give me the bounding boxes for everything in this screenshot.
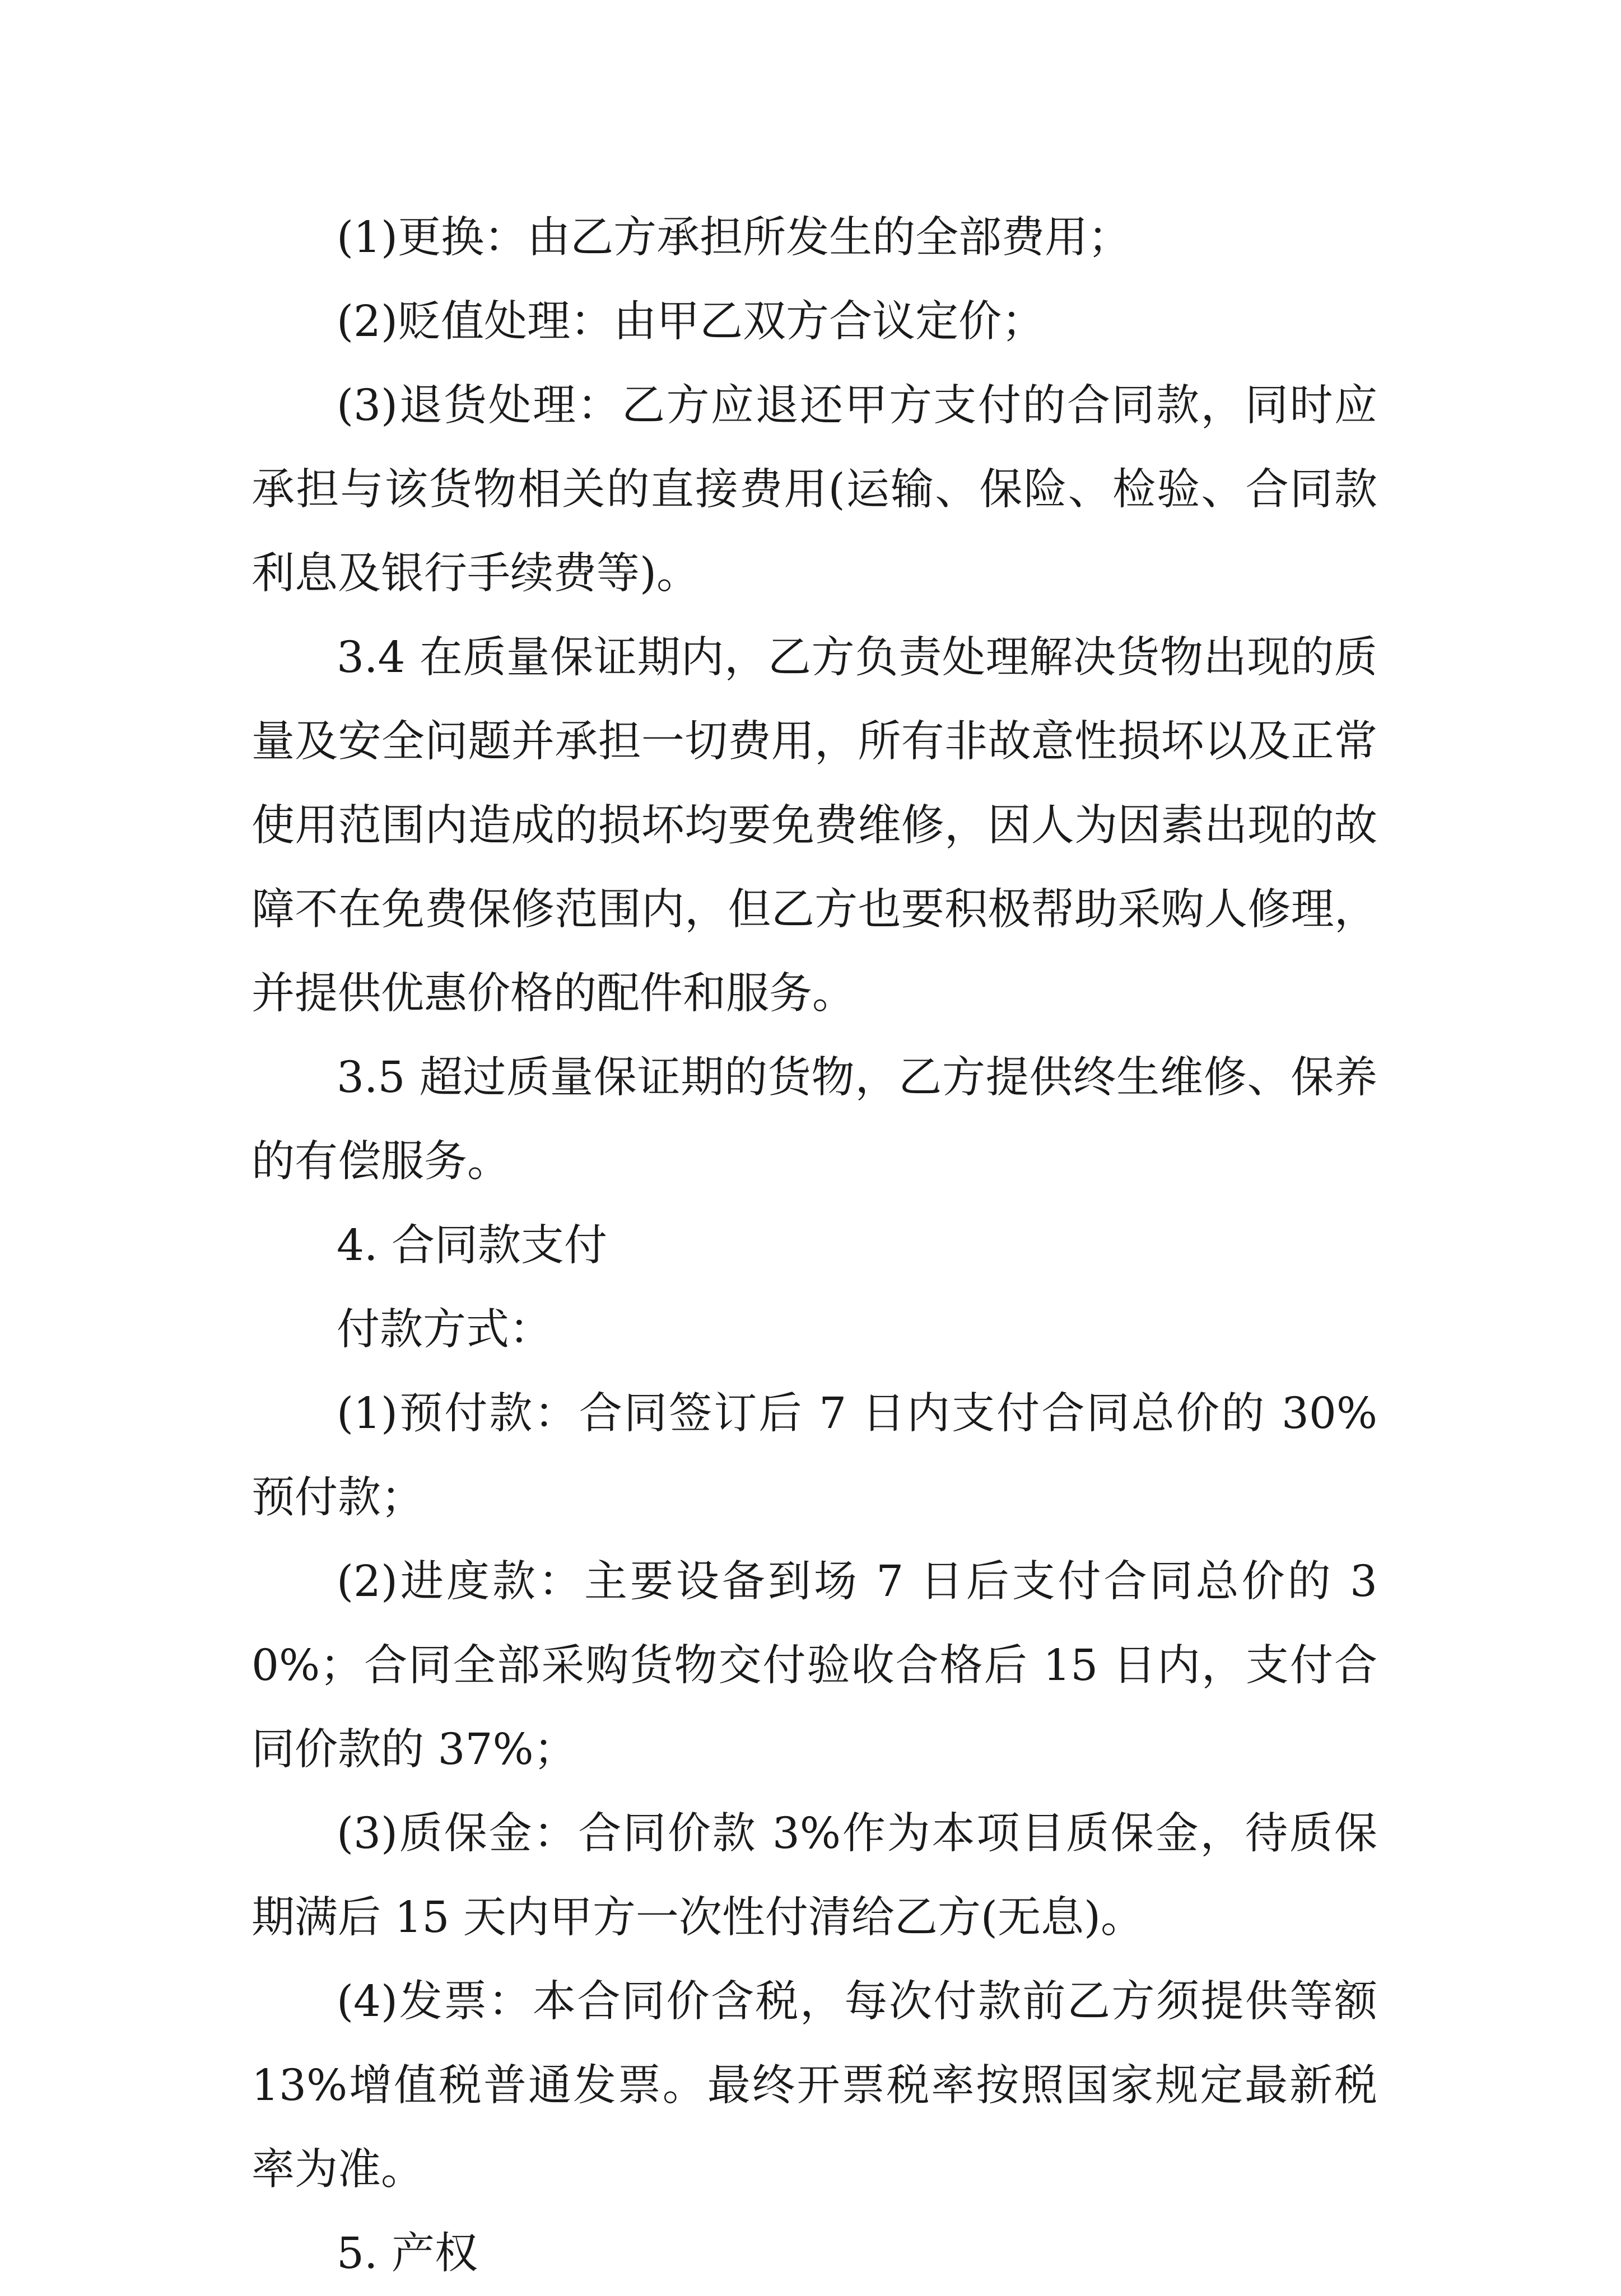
paragraph-progress-payment: (2)进度款：主要设备到场 7 日后支付合同总价的 30%；合同全部采购货物交付验收合格后 15 日内，支付合同价款的 37%；	[251, 1557, 1377, 1775]
paragraph-retention: (3)质保金：合同价款 3%作为本项目质保金，待质保期满后 15 天内甲方一次性付清给乙方(无息)。	[251, 1809, 1377, 1943]
section-heading-property-rights: 5. 产权	[337, 2229, 478, 2279]
document-body	[251, 196, 1377, 2296]
paragraph-invoice: (4)发票：本合同价含税，每次付款前乙方须提供等额 13%增值税普通发票。最终开票税率按照国家规定最新税率为准。	[251, 1977, 1377, 2195]
paragraph-advance-payment: (1)预付款：合同签订后 7 日内支付合同总价的 30%预付款；	[251, 1389, 1377, 1523]
paragraph-payment-method: 付款方式：	[337, 1305, 552, 1355]
paragraph-clause-3-4: 3.4 在质量保证期内，乙方负责处理解决货物出现的质量及安全问题并承担一切费用，所有非故意性损坏以及正常使用范围内造成的损坏均要免费维修，因人为因素出现的故障不在免费保修范围内，但乙方也要积极帮助采购人修理，并提供优惠价格的配件和服务。	[251, 633, 1377, 1019]
paragraph-depreciation: (2)贬值处理：由甲乙双方合议定价；	[337, 297, 1045, 347]
paragraph-return: (3)退货处理：乙方应退还甲方支付的合同款，同时应承担与该货物相关的直接费用(运输、保险、检验、合同款利息及银行手续费等)。	[251, 381, 1377, 599]
paragraph-clause-3-5: 3.5 超过质量保证期的货物，乙方提供终生维修、保养的有偿服务。	[251, 1053, 1377, 1187]
paragraph-replacement: (1)更换：由乙方承担所发生的全部费用；	[337, 213, 1131, 263]
section-heading-payment: 4. 合同款支付	[337, 1221, 607, 1271]
